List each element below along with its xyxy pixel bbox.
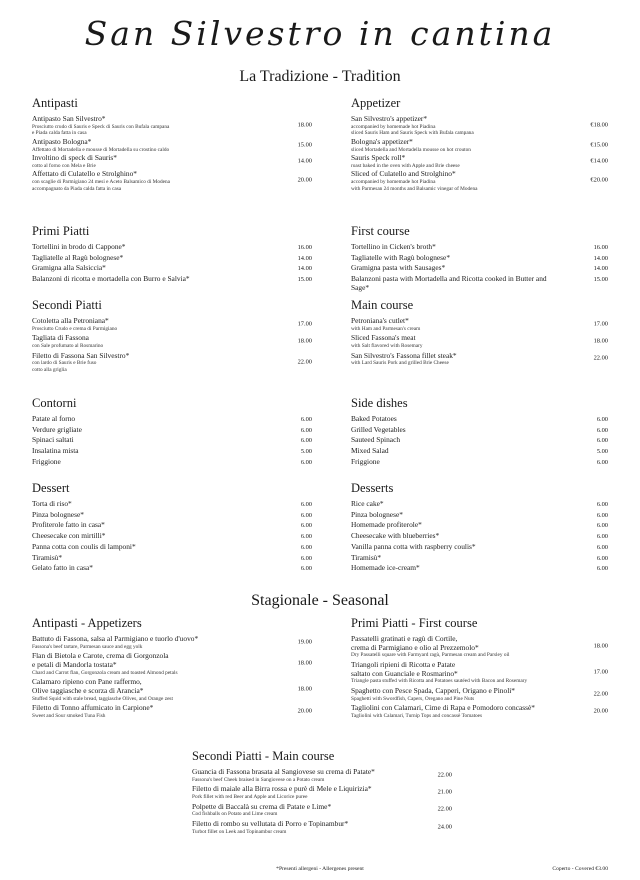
item-name: Filetto di Fassona San Silvestro* <box>32 350 130 360</box>
section-items-contorni <box>32 415 312 467</box>
item-description: cotto al forno con Mela e Brie <box>32 162 96 169</box>
item-price: 6.00 <box>300 458 312 466</box>
item-price: 6.00 <box>300 437 312 445</box>
item-name-line2: e petali di Mandorla tostata* <box>32 660 117 669</box>
section-title: Desserts <box>351 481 394 495</box>
item-name: Sliced Fassona's meat <box>351 333 416 343</box>
menu-item <box>32 317 312 332</box>
item-description: with Ham and Parmesan's cream <box>351 325 421 332</box>
menu-item <box>32 543 312 552</box>
item-price: 16.00 <box>593 244 608 251</box>
item-price: 18.00 <box>297 659 312 667</box>
menu-item <box>32 511 312 520</box>
menu-item <box>351 243 608 252</box>
item-price: 6.00 <box>596 437 608 445</box>
item-name: Petroniana's cutlet* <box>351 316 409 325</box>
menu-item <box>32 243 312 252</box>
item-name: Involtino di speck di Sauris* <box>32 153 117 163</box>
menu-item <box>351 264 608 273</box>
section-title: Antipasti - Appetizers <box>32 616 142 630</box>
item-price: 6.00 <box>596 522 608 530</box>
menu-item <box>351 334 608 349</box>
item-description: Pork fillet with red Beer and Apple and Licorice puree <box>192 794 308 800</box>
menu-item <box>192 768 452 783</box>
item-price: 15.00 <box>593 276 608 284</box>
tradition-right-main <box>351 298 608 369</box>
menu-item <box>351 532 608 541</box>
item-price: €14.00 <box>590 157 608 165</box>
section-items-seasonal-appetizers <box>32 635 312 720</box>
item-price: 6.00 <box>300 554 312 562</box>
item-name: Baked Potatoes <box>351 414 397 423</box>
section-items-secondi <box>32 317 312 373</box>
section-title: Side dishes <box>351 396 408 410</box>
item-price: 15.00 <box>297 276 312 284</box>
section-items-sides <box>351 415 608 467</box>
item-price: 18.00 <box>297 121 312 129</box>
item-price: 22.00 <box>593 354 608 362</box>
item-price: 22.00 <box>437 805 452 813</box>
item-name: Battuto di Fassona, salsa al Parmigiano e tuorlo d'uovo* <box>32 634 199 643</box>
section-title: Appetizer <box>351 96 401 110</box>
item-description: Fassona's beef tartare, Parmesan sauce and egg yolk <box>32 643 143 650</box>
menu-item <box>351 543 608 552</box>
menu-item <box>351 426 608 435</box>
item-price: 20.00 <box>593 707 608 715</box>
item-name: Rice cake* <box>351 499 384 508</box>
item-name: Filetto di maiale alla Birra rossa e purè di Mele e Liquirizia* <box>192 784 372 794</box>
item-description: with Lard Sauris Pork and grilled Brie Cheese <box>351 360 449 367</box>
menu-item <box>32 554 312 563</box>
item-description: Prosciutto Crudo e crema di Parmigiano <box>32 325 118 332</box>
menu-item <box>351 447 608 456</box>
item-price: 5.00 <box>300 448 312 456</box>
section-title: Primi Piatti - First course <box>351 616 478 630</box>
item-name: Friggione <box>351 456 380 466</box>
tradition-right-sides <box>351 396 608 469</box>
section-items-seasonal-main <box>192 768 452 835</box>
item-name: Tagliata di Fassona <box>32 333 89 343</box>
item-price: 6.00 <box>596 426 608 434</box>
menu-item <box>32 532 312 541</box>
menu-item <box>32 635 312 650</box>
menu-item <box>192 803 452 818</box>
item-price: €18.00 <box>590 121 608 129</box>
item-description: cotto alla griglia <box>32 366 67 373</box>
item-price: 22.00 <box>593 690 608 698</box>
item-description: with Parmesan 24 months and Balsamic vinegar of Modena <box>351 185 478 192</box>
item-name: Passatelli gratinati e ragù di Cortile, <box>351 634 458 643</box>
item-name: Polpette di Baccalà su crema di Patate e Lime* <box>192 801 332 811</box>
item-price: 14.00 <box>297 254 312 262</box>
menu-item <box>32 334 312 349</box>
section-items-appetizer <box>351 115 608 192</box>
item-price: 6.00 <box>300 501 312 508</box>
section-items-dessert <box>32 500 312 573</box>
menu-item <box>351 661 608 685</box>
item-price: 6.00 <box>300 511 312 519</box>
item-description: Sweet and Sour smoked Tuna Fish <box>32 713 106 719</box>
item-price: 22.00 <box>297 358 312 366</box>
menu-item <box>32 254 312 263</box>
item-description: accompagnato da Piada calda fatta in casa <box>32 185 122 192</box>
item-description: sliced Sauris Ham and Sauris Speck with Bufala campana <box>351 130 474 137</box>
item-description: sliced Mortadella and Mortadella mousse on hot crouton <box>351 146 471 153</box>
menu-item <box>351 138 608 153</box>
tradition-left-contorni <box>32 396 312 469</box>
menu-item <box>351 352 608 367</box>
item-price: 18.00 <box>297 685 312 693</box>
item-name: Sauris Speck roll* <box>351 153 406 163</box>
item-description: Prosciutto crudo di Sauris e Speck di Sauris con Bufala campana <box>32 123 170 130</box>
item-name-line2: saltato con Guanciale e Rosmarino* <box>351 668 458 678</box>
item-name: Tortellino in Cicken's broth* <box>351 242 436 251</box>
menu-item <box>32 415 312 424</box>
section-title: Secondi Piatti - Main course <box>192 749 335 763</box>
item-name: Cheesecake with blueberries* <box>351 531 440 541</box>
item-description: accompanied by homemade hot Piadina <box>351 179 436 186</box>
item-name: Gelato fatto in casa* <box>32 563 93 573</box>
menu-item <box>351 554 608 563</box>
item-name: Friggione <box>32 456 61 466</box>
item-name: Bologna's appetizer* <box>351 136 413 146</box>
item-description: Affettato di Mortadella e mousse di Mortadella su crostino caldo <box>32 146 170 153</box>
item-description: con lardo di Sauris e Brie fuso <box>32 360 97 367</box>
item-price: 14.00 <box>593 254 608 262</box>
item-price: 6.00 <box>300 533 312 541</box>
menu-item <box>192 785 452 800</box>
menu-item <box>351 511 608 520</box>
item-name: Pinza bolognese* <box>351 509 403 519</box>
item-price: 6.00 <box>596 458 608 466</box>
item-description: with Salt flavored with Rosemary <box>351 343 423 349</box>
menu-item <box>32 170 312 192</box>
menu-item <box>351 415 608 424</box>
section-title: First course <box>351 224 410 238</box>
item-name: Pinza bolognese* <box>32 509 84 519</box>
item-description: Turbot fillet on Leek and Topinambur cream <box>192 828 287 835</box>
menu-item <box>351 154 608 169</box>
item-price: 20.00 <box>297 707 312 715</box>
menu-item <box>32 436 312 445</box>
tradition-left-column <box>32 96 312 193</box>
item-name: Spinaci saltati <box>32 435 74 445</box>
item-name: Tagliatelle al Ragù bolognese* <box>32 252 124 262</box>
menu-item <box>351 436 608 445</box>
item-description: roast baked in the oven with Apple and Brie cheese <box>351 162 460 169</box>
item-name: Calamaro ripieno con Pane raffermo, <box>32 677 142 687</box>
item-price: 6.00 <box>596 501 608 508</box>
item-name: Tiramisù* <box>32 552 63 562</box>
item-description: Fassona's beef Cheek braised in Sangiovese on a Potato cream <box>192 776 325 783</box>
item-description: con Sale profumato al Rosmarino <box>32 343 104 349</box>
item-price: 19.00 <box>297 638 312 646</box>
menu-item <box>351 458 608 467</box>
item-price: 6.00 <box>596 565 608 573</box>
item-name: Balanzoni pasta with Mortadella and Ricotta cooked in Butter and Sage* <box>351 274 547 292</box>
item-price: 24.00 <box>437 823 452 831</box>
menu-item <box>351 115 608 137</box>
item-description: Dry Passatelli square with Farmyard ragù, Parmesan cream and Parsley oil <box>351 652 510 659</box>
item-name-line2: Olive taggiasche e scorza di Arancia* <box>32 686 144 695</box>
menu-item <box>32 138 312 153</box>
menu-item <box>32 704 312 719</box>
menu-item <box>351 275 608 292</box>
menu-item <box>351 687 608 702</box>
menu-item <box>32 447 312 456</box>
item-name: Antipasto San Silvestro* <box>32 114 106 123</box>
item-name: Filetto di rombo su vellutata di Porro e Topinambur* <box>192 818 349 828</box>
section-items-first <box>351 243 608 293</box>
menu-item <box>32 352 312 374</box>
item-price: €20.00 <box>590 177 608 185</box>
item-price: 6.00 <box>300 426 312 434</box>
section-items-primi <box>32 243 312 284</box>
item-description: con scaglie di Parmigiano 24 mesi e Aceto Balsamico di Modena <box>32 179 170 186</box>
menu-item <box>32 264 312 273</box>
item-price: 20.00 <box>297 177 312 185</box>
item-price: 21.00 <box>437 788 452 796</box>
menu-item <box>32 521 312 530</box>
section-title: Antipasti <box>32 96 78 110</box>
section-items-main <box>351 317 608 367</box>
menu-item <box>192 820 452 835</box>
item-price: 14.00 <box>297 157 312 165</box>
item-name: Sliced of Culatello and Strolghino* <box>351 169 456 179</box>
item-price: 14.00 <box>593 265 608 273</box>
seasonal-title: Stagionale - Seasonal <box>251 592 389 609</box>
menu-item <box>32 564 312 573</box>
item-description: e Piada calda fatta in casa <box>32 130 87 137</box>
tradition-left-secondi <box>32 298 312 375</box>
item-name: Triangoli ripieni di Ricotta e Patate <box>351 660 456 669</box>
item-price: 6.00 <box>300 522 312 530</box>
item-name: Gramigna pasta with Sausages* <box>351 263 446 273</box>
item-price: 18.00 <box>593 642 608 650</box>
item-price: €15.00 <box>590 141 608 149</box>
item-name: Tagliatelle with Ragù bolognese* <box>351 252 451 262</box>
item-name: Homemade profiterole* <box>351 520 422 530</box>
item-price: 6.00 <box>300 416 312 423</box>
item-description: Stuffed Squid with stale bread, taggiasche Olives, and Orange zest <box>32 695 173 702</box>
item-name: Flan di Bietola e Carote, crema di Gorgonzola <box>32 651 169 661</box>
item-price: 6.00 <box>596 511 608 519</box>
item-name: Antipasto Bologna* <box>32 136 92 146</box>
item-price: 15.00 <box>297 141 312 149</box>
section-title: Main course <box>351 298 414 312</box>
item-price: 18.00 <box>297 337 312 345</box>
item-name: Torta di riso* <box>32 499 72 508</box>
menu-item <box>351 564 608 573</box>
allergens-note: *Presenti allergeni - Allergenes present <box>276 866 364 872</box>
item-price: 16.00 <box>297 244 312 251</box>
item-price: 6.00 <box>596 554 608 562</box>
cover-charge: Coperto - Covered €3.00 <box>552 866 608 872</box>
item-price: 6.00 <box>300 543 312 551</box>
menu-item <box>351 317 608 332</box>
item-price: 17.00 <box>593 320 608 328</box>
section-items-antipasti <box>32 115 312 192</box>
item-name: Gramigna alla Salsiccia* <box>32 263 106 273</box>
item-description: Cod fishballs on Potato and Lime cream <box>192 811 278 818</box>
item-description: Tagliolini with Calamari, Turnip Tops and concassè Tomatoes <box>351 713 483 719</box>
tradition-title: La Tradizione - Tradition <box>239 68 401 85</box>
item-name: Affettato di Culatello e Strolghino* <box>32 169 137 179</box>
item-name: Panna cotta con coulis di lamponi* <box>32 541 136 551</box>
menu-item <box>351 170 608 192</box>
tradition-left-dessert <box>32 481 312 575</box>
menu-item <box>351 704 608 719</box>
section-items-desserts <box>351 500 608 573</box>
item-price: 18.00 <box>593 337 608 345</box>
menu-item <box>32 275 312 284</box>
item-name: Tortellini in brodo di Cappone* <box>32 242 126 251</box>
item-name: Tagliolini con Calamari, Cime di Rapa e Pomodoro concassè* <box>351 703 536 713</box>
menu-item <box>32 154 312 169</box>
tradition-right-appetizer <box>351 96 608 193</box>
item-description: Spaghetti with Swordfish, Capers, Oregano and Pine Nuts <box>351 695 475 702</box>
item-price: 22.00 <box>437 771 452 779</box>
section-title: Contorni <box>32 396 77 410</box>
section-title: Primi Piatti <box>32 224 90 238</box>
item-price: 14.00 <box>297 265 312 273</box>
item-name: Cotoletta alla Petroniana* <box>32 316 109 325</box>
item-name: San Silvestro's appetizer* <box>351 114 428 123</box>
item-price: 6.00 <box>596 543 608 551</box>
section-items-seasonal-first <box>351 635 608 720</box>
tradition-left-primi <box>32 224 312 286</box>
menu-item <box>351 254 608 263</box>
item-description: accompanied by homemade hot Piadina <box>351 123 436 130</box>
menu-item <box>351 521 608 530</box>
tradition-right-first <box>351 224 608 295</box>
item-name-line2: crema di Parmigiano e olio al Prezzemolo* <box>351 642 479 652</box>
tradition-right-desserts <box>351 481 608 575</box>
menu-item <box>351 635 608 659</box>
restaurant-logo: San Silvestro in cantina <box>84 14 556 53</box>
item-price: 6.00 <box>596 533 608 541</box>
item-name: Sauteed Spinach <box>351 435 401 445</box>
menu-item <box>32 652 312 676</box>
seasonal-left-column <box>32 616 312 722</box>
item-name: Grilled Vegetables <box>351 424 406 434</box>
menu-item <box>32 458 312 467</box>
item-price: 6.00 <box>300 565 312 573</box>
item-price: 6.00 <box>596 416 608 423</box>
seasonal-right-column <box>351 616 608 722</box>
seasonal-bottom-column <box>192 749 452 837</box>
item-price: 17.00 <box>297 320 312 328</box>
section-title: Dessert <box>32 481 70 495</box>
item-name: Spaghetto con Pesce Spada, Capperi, Origano e Pinoli* <box>351 686 515 695</box>
item-name: Mixed Salad <box>351 446 389 456</box>
item-name: Vanilla panna cotta with raspberry coulis* <box>351 541 476 551</box>
item-name: Homemade ice-cream* <box>351 563 420 573</box>
item-price: 5.00 <box>596 448 608 456</box>
item-name: Filetto di Tonno affumicato in Carpione* <box>32 703 154 713</box>
menu-item <box>32 678 312 702</box>
item-description: Chard and Carrot flan, Gorgonzola cream and toasted Almond petals <box>32 669 178 676</box>
item-name: Patate al forno <box>32 414 76 423</box>
menu-item <box>351 500 608 509</box>
section-title: Secondi Piatti <box>32 298 102 312</box>
item-name: Profiterole fatto in casa* <box>32 520 105 530</box>
menu-item <box>32 500 312 509</box>
menu-item <box>32 426 312 435</box>
item-name: Tiramisù* <box>351 552 382 562</box>
item-name: Balanzoni di ricotta e mortadella con Burro e Salvia* <box>32 274 190 284</box>
item-name: Insalatina mista <box>32 446 79 456</box>
item-description: Triangle pasta stuffed with Ricotta and Potatoes sautéed with Bacon and Rosemary <box>351 678 528 685</box>
item-name: Cheesecake con mirtilli* <box>32 531 106 541</box>
item-name: Guancia di Fassona brasata al Sangiovese su crema di Patate* <box>192 767 375 776</box>
item-price: 17.00 <box>593 668 608 676</box>
item-name: San Silvestro's Fassona fillet steak* <box>351 350 457 360</box>
menu-item <box>32 115 312 137</box>
item-name: Verdure grigliate <box>32 424 82 434</box>
